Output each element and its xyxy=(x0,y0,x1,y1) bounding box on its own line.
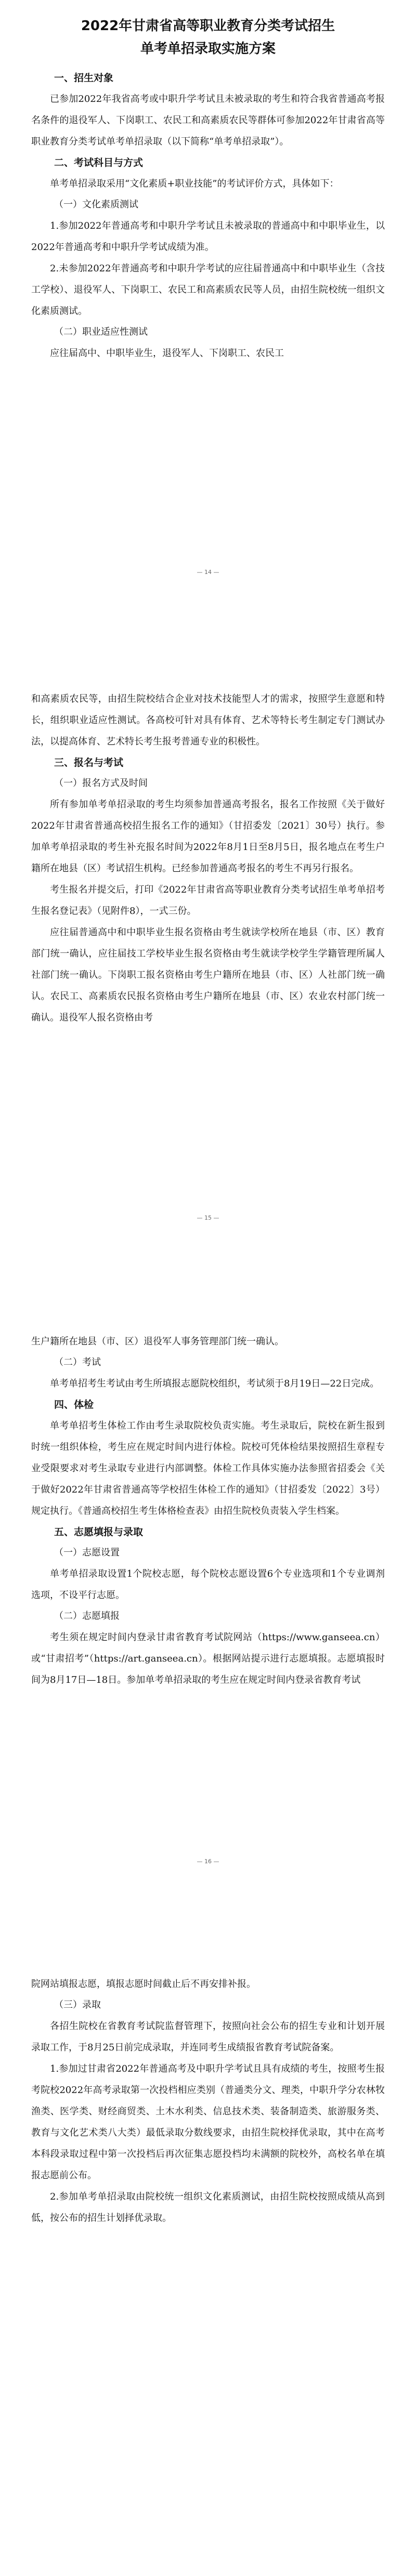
section-5-sub-3: （三）录取 xyxy=(54,1999,101,2010)
section-3-paragraph-3-end: 生户籍所在地县（市、区）退役军人事务管理部门统一确认。 xyxy=(31,1336,284,1347)
page-number: — 16 — xyxy=(197,1858,219,1865)
section-2-paragraph-1: 1.参加2022年普通高考和中职升学考试且未被录取的普通高中和中职毕业生，以2022年普通高考和中职升学考试成绩为准。 xyxy=(31,220,385,253)
section-3-paragraph-1: 所有参加单考单招录取的考生均须参加普通高考报名，报名工作按照《关于做好2022年甘肃省普通高校招生报名工作的通知》（甘招委发〔2021〕30号）执行。参加单考单招录取的考生补充报名时间为2022年8月1日至8月5日，报名地点在考生户籍所在地县（区）考试招生机构。已经参加普通高考报名的考生不再另行报名。 xyxy=(31,799,385,874)
section-3-paragraph-4: 单考单招考生考试由考生所填报志愿院校组织，考试须于8月19日—22日完成。 xyxy=(50,1378,380,1389)
page-number: — 14 — xyxy=(197,569,219,576)
page-number: — 15 — xyxy=(197,1214,219,1221)
document-page-1 xyxy=(0,0,416,630)
section-2-paragraph-2: 2.未参加2022年普通高考和中职升学考试的应往届普通高中和中职毕业生（含技工学校）、退役军人、下岗职工、农民工和高素质农民等人员，由招生院校统一组织文化素质测试。 xyxy=(31,263,385,317)
document-title-line-1: 2022年甘肃省高等职业教育分类考试招生 xyxy=(81,18,335,34)
section-5-paragraph-1: 单考单招录取设置1个院校志愿，每个院校志愿设置6个专业选项和1个专业调剂选项，不设平行志愿。 xyxy=(31,1568,385,1601)
section-2-heading: 二、考试科目与方式 xyxy=(54,157,144,168)
section-5-paragraph-2-start: 考生须在规定时间内登录甘肃省教育考试院网站（https://www.ganseea.cn）或“甘肃招考”（https://art.ganseea.cn）。根据网站提示进行志愿填报。志愿填报时间为8月17日—18日。参加单考单招录取的考生应在规定时间内登录省教育考试 xyxy=(31,1632,385,1685)
section-3-heading: 三、报名与考试 xyxy=(54,757,124,768)
section-5-paragraph-3: 各招生院校在省教育考试院监督管理下，按照向社会公布的招生专业和计划开展录取工作，于8月25日前完成录取，并连同考生成绩报省教育考试院备案。 xyxy=(31,2021,385,2053)
section-2-paragraph-3-end: 和高素质农民等，由招生院校结合企业对技术技能型人才的需求，按照学生意愿和特长，组织职业适应性测试。各高校可针对具有体育、艺术等特长考生制定专门测试办法，以提高体育、艺术特长考生报考普通专业的积极性。 xyxy=(31,694,385,747)
document-page-4 xyxy=(0,1917,416,2576)
section-3-paragraph-3-start: 应往届普通高中和中职毕业生报名资格由考生就读学校所在地县（市、区）教育部门统一确认，应往届技工学校毕业生报名资格由考生就读学校学生学籍管理所属人社部门统一确认。下岗职工报名资格由考生户籍所在地县（市、区）人社部门统一确认。农民工、高素质农民报名资格由考生户籍所在地县（市、区）农业农村部门统一确认。退役军人报名资格由考 xyxy=(31,927,385,1023)
section-2-paragraph-3-start: 应往届高中、中职毕业生，退役军人、下岗职工、农民工 xyxy=(50,348,284,359)
section-3-sub-1: （一）报名方式及时间 xyxy=(54,778,148,789)
section-1-paragraph: 已参加2022年我省高考或中职升学考试且未被录取的考生和符合我省普通高考报名条件的退役军人、下岗职工、农民工和高素质农民等群体可参加2022年甘肃省高等职业教育分类考试单考单招录取（以下简称“单考单招录取”）。 xyxy=(31,94,385,147)
document-page-2 xyxy=(0,630,416,1274)
section-5-paragraph-4: 1.参加过甘肃省2022年普通高考及中职升学考试且具有成绩的考生，按照考生报考院校2022年高考录取第一次投档相应类别（普通类分文、理类，中职升学分农林牧渔类、医学类、财经商贸类、土木水利类、信息技术类、装备制造类、旅游服务类、教育与文化艺术类八大类）最低录取分数线要求，由招生院校择优录取，其中在高考本科段录取过程中第一次投档后再次征集志愿投档均未满额的院校外，高校名单在填报志愿前公布。 xyxy=(31,2063,385,2181)
section-5-sub-1: （一）志愿设置 xyxy=(54,1547,120,1558)
section-3-paragraph-2: 考生报名并提交后，打印《2022年甘肃省高等职业教育分类考试招生单考单招考生报名登记表》（见附件8），一式三份。 xyxy=(31,884,385,917)
section-2-sub-1: （一）文化素质测试 xyxy=(54,199,138,210)
section-4-paragraph: 单考单招考生体检工作由考生录取院校负责实施。考生录取后，院校在新生报到时统一组织体检，考生应在规定时间内进行体检。院校可凭体检结果按照招生章程专业受限要求对考生录取专业进行内部调整。体检工作具体实施办法参照省招委会《关于做好2022年甘肃省普通高等学校招生体检工作的通知》（甘招委发〔2022〕3号）规定执行。《普通高校招生考生体格检查表》由招生院校负责装入学生档案。 xyxy=(31,1420,385,1516)
section-1-heading: 一、招生对象 xyxy=(54,72,114,84)
section-5-heading: 五、志愿填报与录取 xyxy=(54,1526,144,1538)
section-3-sub-2: （二）考试 xyxy=(54,1357,101,1368)
section-5-sub-2: （二）志愿填报 xyxy=(54,1611,120,1622)
section-5-paragraph-2-end: 院网站填报志愿，填报志愿时间截止后不再安排补报。 xyxy=(31,1979,256,1990)
section-4-heading: 四、体检 xyxy=(54,1399,94,1410)
section-2-sub-2: （二）职业适应性测试 xyxy=(54,326,148,337)
document-title-line-2: 单考单招录取实施方案 xyxy=(140,41,276,57)
section-5-paragraph-5: 2.参加单考单招录取由院校统一组织文化素质测试，由招生院校按照成绩从高到低，按公布的招生计划择优录取。 xyxy=(31,2191,385,2224)
document-page-3 xyxy=(0,1274,416,1917)
section-2-intro: 单考单招录取采用“文化素质+职业技能”的考试评价方式，具体如下： xyxy=(50,178,339,189)
